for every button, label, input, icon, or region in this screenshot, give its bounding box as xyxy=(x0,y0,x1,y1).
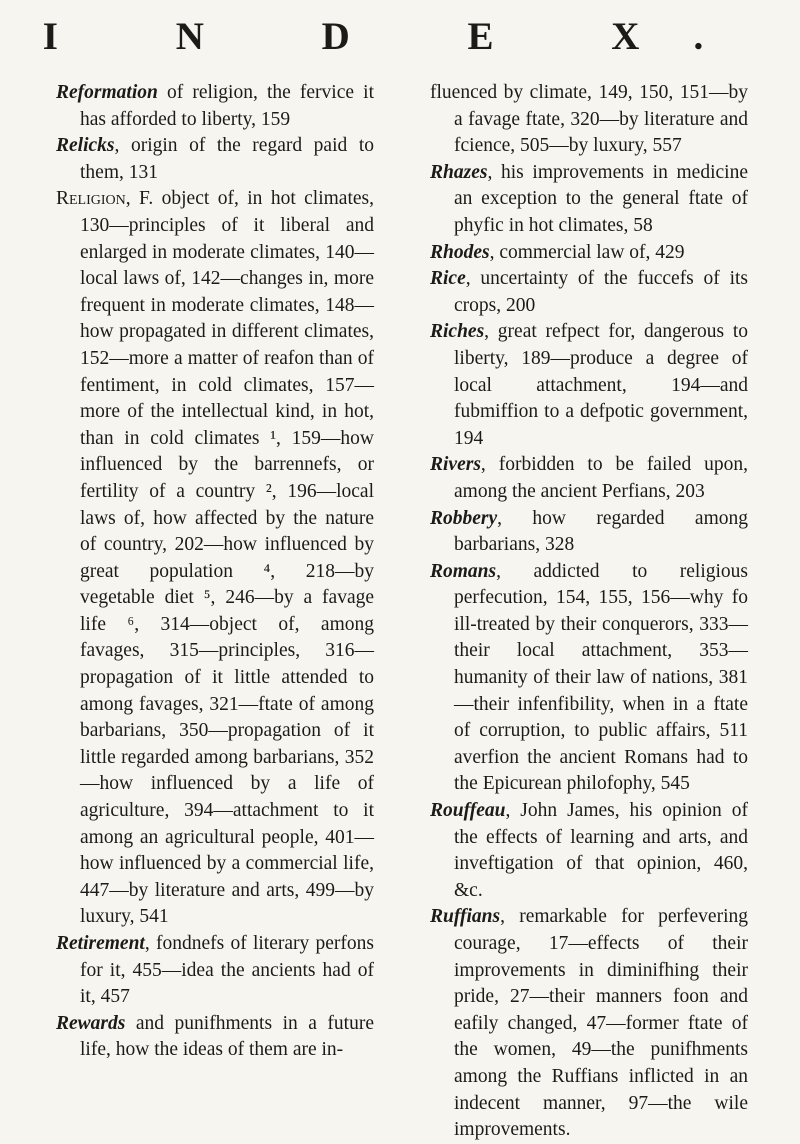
index-entry xyxy=(430,266,748,319)
index-entry xyxy=(430,559,748,798)
entry-headword: Robbery xyxy=(430,507,498,529)
entry-headword: Rivers xyxy=(430,454,481,476)
entry-text: , how regarded among barbarians, 328 xyxy=(454,507,748,556)
entry-headword: Ruffians xyxy=(430,906,501,928)
entry-text: , commercial law of, 429 xyxy=(489,241,685,263)
index-entry xyxy=(430,160,748,240)
index-entry xyxy=(430,452,748,505)
index-entry xyxy=(430,506,748,559)
index-entry xyxy=(56,1011,374,1064)
entry-text: , origin of the regard paid to them, 131 xyxy=(80,135,374,183)
entry-text: , fondnefs of literary perfons for it, 455—idea the ancients had of it, 457 xyxy=(80,933,374,1008)
entry-headword: Relicks xyxy=(56,135,115,157)
index-entry xyxy=(430,798,748,904)
entry-headword: Rewards xyxy=(56,1012,126,1034)
index-entry xyxy=(56,931,374,1011)
right-column xyxy=(430,80,748,1144)
entry-text: , forbidden to be failed upon, among the ancient Perfians, 203 xyxy=(454,454,748,502)
entry-text: , his improvements in medicine an exception to the general ftate of phyfic in hot climates, 58 xyxy=(454,161,748,236)
entry-headword: Rouffeau xyxy=(430,800,506,822)
entry-text: , remarkable for perfevering courage, 17—effects of their improvements in diminifhing their pride, 27—their manners foon and eafily changed, 47—former ftate of the women, 49—the punifhments among the Ruffians inflicted in an indecent manner, 97—the wile improvements. xyxy=(454,906,748,1141)
index-entry xyxy=(430,904,748,1143)
entry-text: fluenced by climate, 149, 150, 151—by a favage ftate, 320—by literature and fcience, 505—by luxury, 557 xyxy=(430,82,748,157)
left-column xyxy=(56,80,374,1064)
entry-text: and punifhments in a future life, how the ideas of them are in- xyxy=(80,1012,374,1061)
index-entry xyxy=(56,133,374,186)
entry-text: of religion, the fervice it has afforded to liberty, 159 xyxy=(80,82,374,130)
index-entry xyxy=(56,80,374,133)
entry-text: , John James, his opinion of the effects of learning and arts, and inveftigation of that opinion, 460, &c. xyxy=(454,800,748,901)
entry-headword: Rhazes xyxy=(430,161,488,183)
index-entry xyxy=(56,186,374,931)
entry-headword: Romans xyxy=(430,560,497,582)
entry-text: , F. object of, in hot climates, 130—principles of it liberal and enlarged in moderate climates, 140—local laws of, 142—changes in, more frequent in moderate climates, 148—how propagated in different climates, 152—more a matter of reafon than of fentiment, in cold climates, 157—more of the intellectual kind, in hot, than in cold climates ¹, 159—how influenced by the barrennefs, or fertility of a country ², 196—local laws of, how affected by the nature of country, 202—how influenced by great population ⁴, 218—by vegetable diet ⁵, 246—by a favage life ⁶, 314—object of, among favages, 315—principles, 316—propagation of it little attended to among favages, 321—ftate of among barbarians, 350—propagation of it little regarded among barbarians, 352—how influenced by a life of agriculture, 394—attachment to it among an agricultural people, 401—how influenced by a commercial life, 447—by literature and arts, 499—by luxury, 541 xyxy=(80,188,374,928)
entry-headword: Retirement xyxy=(56,933,145,954)
entry-headword: Religion xyxy=(56,188,126,210)
index-entry xyxy=(430,319,748,452)
entry-text: , uncertainty of the fuccefs of its crops, 200 xyxy=(454,268,748,316)
running-head: I N D E X. xyxy=(42,15,758,58)
entry-text: , great refpect for, dangerous to liberty, 189—produce a degree of local attachment, 194—and fubmiffion to a defpotic government, 194 xyxy=(454,321,748,449)
index-entry xyxy=(430,240,748,267)
index-entry-continued xyxy=(430,80,748,160)
entry-headword: Reformation xyxy=(56,82,158,103)
entry-headword: Riches xyxy=(430,321,485,343)
entry-headword: Rhodes xyxy=(430,241,490,263)
entry-text: , addicted to religious perfecution, 154, 155, 156—why fo ill-treated by their conquerors, 333—their local attachment, 353—humanity of their law of nations, 381—their infenfibility, when in a ftate of corruption, to public affairs, 511 averfion the ancient Romans had to the Epicurean philofophy, 545 xyxy=(454,560,748,795)
entry-headword: Rice xyxy=(430,268,466,290)
